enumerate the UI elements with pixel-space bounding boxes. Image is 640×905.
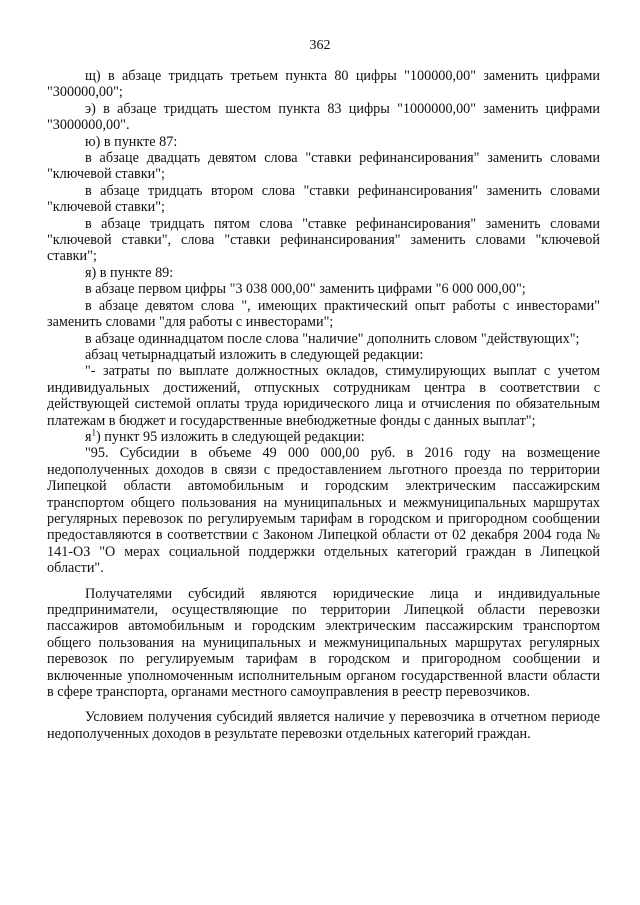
ya1-rest: ) пункт 95 изложить в следующей редакции: bbox=[96, 428, 365, 445]
paragraph-condition: Условием получения субсидий является наличие у перевозчика в отчетном периоде недополученных доходов в результате перевозки отдельных категорий граждан. bbox=[47, 709, 600, 742]
paragraph-ya1 bbox=[47, 429, 600, 445]
paragraph-yu-2: в абзаце тридцать втором слова "ставки рефинансирования" заменить словами "ключевой ставки"; bbox=[47, 182, 600, 216]
paragraph-ya-4: абзац четырнадцатый изложить в следующей редакции: bbox=[85, 346, 424, 363]
paragraph-yu-3: в абзаце тридцать пятом слова "ставке рефинансирования" заменить словами "ключевой ставки", слова "ставки рефинансирования" заменить словами "ключевой ставки"; bbox=[47, 215, 600, 265]
paragraph-recipients: Получателями субсидий являются юридические лица и индивидуальные предприниматели, осуществляющие по территории Липецкой области перевозки пассажиров автомобильным и городским электрическим пассажирским транспортом общего пользования на муниципальных и межмуниципальных маршрутах регулярных перевозок по регулируемым тарифам в городском и пригородном сообщении и включенные уполномоченным исполнительным органом государственной власти области в сфере транспорта, органами местного самоуправления в реестр перевозчиков. bbox=[47, 585, 600, 701]
ya1-prefix: я bbox=[85, 428, 92, 445]
paragraph-ya-1: в абзаце первом цифры "3 038 000,00" заменить цифрами "6 000 000,00"; bbox=[85, 281, 526, 298]
paragraph-95: "95. Субсидии в объеме 49 000 000,00 руб. в 2016 году на возмещение недополученных доходов в связи с предоставлением льготного проезда по территории Липецкой области автомобильным и городским электрическим пассажирским транспортом общего пользования на муниципальных и межмуниципальных маршрутах регулярных перевозок по регулируемым тарифам в городском и пригородном сообщении предоставляются в соответствии с Законом Липецкой области от 02 декабря 2004 года № 141-ОЗ "О мерах социальной поддержки отдельных категорий граждан в Липецкой области". bbox=[47, 445, 600, 577]
paragraph-e: э) в абзаце тридцать шестом пункта 83 цифры "1000000,00" заменить цифрами "3000000,00". bbox=[47, 100, 600, 134]
document-body bbox=[47, 68, 600, 742]
paragraph-ya-2: в абзаце девятом слова ", имеющих практический опыт работы с инвесторами" заменить словами "для работы с инвесторами"; bbox=[47, 297, 600, 331]
paragraph-yu-1: в абзаце двадцать девятом слова "ставки рефинансирования" заменить словами "ключевой ставки"; bbox=[47, 150, 600, 183]
ya1-superscript: 1 bbox=[91, 427, 97, 438]
paragraph-ya-4-text: "- затраты по выплате должностных окладов, стимулирующих выплат с учетом индивидуальных достижений, отпускных сотрудникам центра в соответствии с действующей системой оплаты труда юридического лица и отчисления по обязательным платежам в бюджет и государственные внебюджетные фонды с данных выплат"; bbox=[47, 363, 600, 429]
paragraph-yu: ю) в пункте 87: bbox=[85, 133, 178, 150]
paragraph-shch: щ) в абзаце тридцать третьем пункта 80 цифры "100000,00" заменить цифрами "300000,00"; bbox=[47, 68, 600, 101]
paragraph-ya-3: в абзаце одиннадцатом после слова "наличие" дополнить словом "действующих"; bbox=[85, 330, 580, 347]
page-number: 362 bbox=[309, 38, 331, 53]
paragraph-ya: я) в пункте 89: bbox=[85, 264, 174, 281]
